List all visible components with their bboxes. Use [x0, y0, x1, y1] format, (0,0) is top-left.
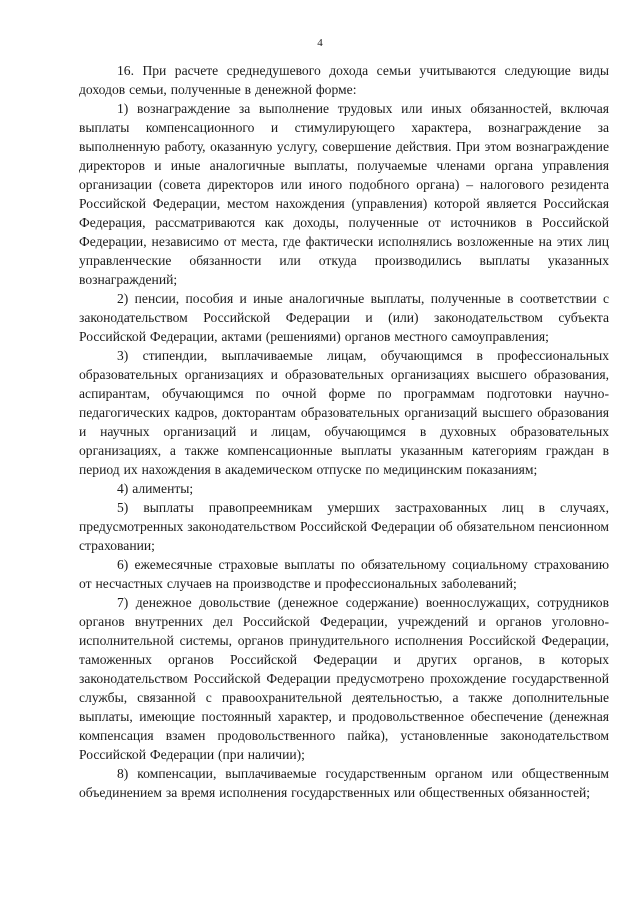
paragraph-16-intro: 16. При расчете среднедушевого дохода семьи учитываются следующие виды доходов семьи, полученные в денежной форме: [79, 63, 609, 97]
list-item-4: 4) алименты; [117, 481, 194, 496]
list-item-7: 7) денежное довольствие (денежное содержание) военнослужащих, сотрудников органов внутренних дел Российской Федерации, учреждений и органов уголовно-исполнительной системы, органов принудительного исполнения Российской Федерации, таможенных органов Российской Федерации и других органов, в которых законодательством Российской Федерации предусмотрено прохождение государственной службы, связанной с правоохранительной деятельностью, а также дополнительные выплаты, имеющие постоянный характер, и продовольственное обеспечение (денежная компенсация взамен продовольственного пайка), установленные законодательством Российской Федерации (при наличии); [79, 595, 609, 762]
list-item-8: 8) компенсации, выплачиваемые государственным органом или общественным объединением за время исполнения государственных или общественных обязанностей; [79, 766, 609, 800]
list-item-6: 6) ежемесячные страховые выплаты по обязательному социальному страхованию от несчастных случаев на производстве и профессиональных заболеваний; [79, 557, 609, 591]
list-item-2: 2) пенсии, пособия и иные аналогичные выплаты, полученные в соответствии с законодательством Российской Федерации и (или) законодательством субъекта Российской Федерации, актами (решениями) органов местного самоуправления; [79, 291, 609, 344]
document-body [79, 61, 609, 802]
list-item-5: 5) выплаты правопреемникам умерших застрахованных лиц в случаях, предусмотренных законодательством Российской Федерации об обязательном пенсионном страховании; [79, 500, 609, 553]
list-item-1: 1) вознаграждение за выполнение трудовых или иных обязанностей, включая выплаты компенсационного и стимулирующего характера, вознаграждение за выполненную работу, оказанную услугу, совершение действия. При этом вознаграждение директоров и иные аналогичные выплаты, получаемые членами органа управления организации (совета директоров или иного подобного органа) – налогового резидента Российской Федерации, местом нахождения (управления) которой является Российская Федерация, рассматриваются как доходы, полученные от источников в Российской Федерации, независимо от места, где фактически исполнялись возложенные на этих лиц управленческие обязанности или откуда производились выплаты указанных вознаграждений; [79, 101, 609, 287]
list-item-3: 3) стипендии, выплачиваемые лицам, обучающимся в профессиональных образовательных организациях и образовательных организациях высшего образования, аспирантам, обучающимся по очной форме по программам подготовки научно-педагогических кадров, докторантам образовательных организаций высшего образования и научных организаций и лицам, обучающимся в духовных образовательных организациях, а также компенсационные выплаты указанным категориям граждан в период их нахождения в академическом отпуске по медицинским показаниям; [79, 348, 609, 477]
page-number: 4 [317, 37, 323, 49]
